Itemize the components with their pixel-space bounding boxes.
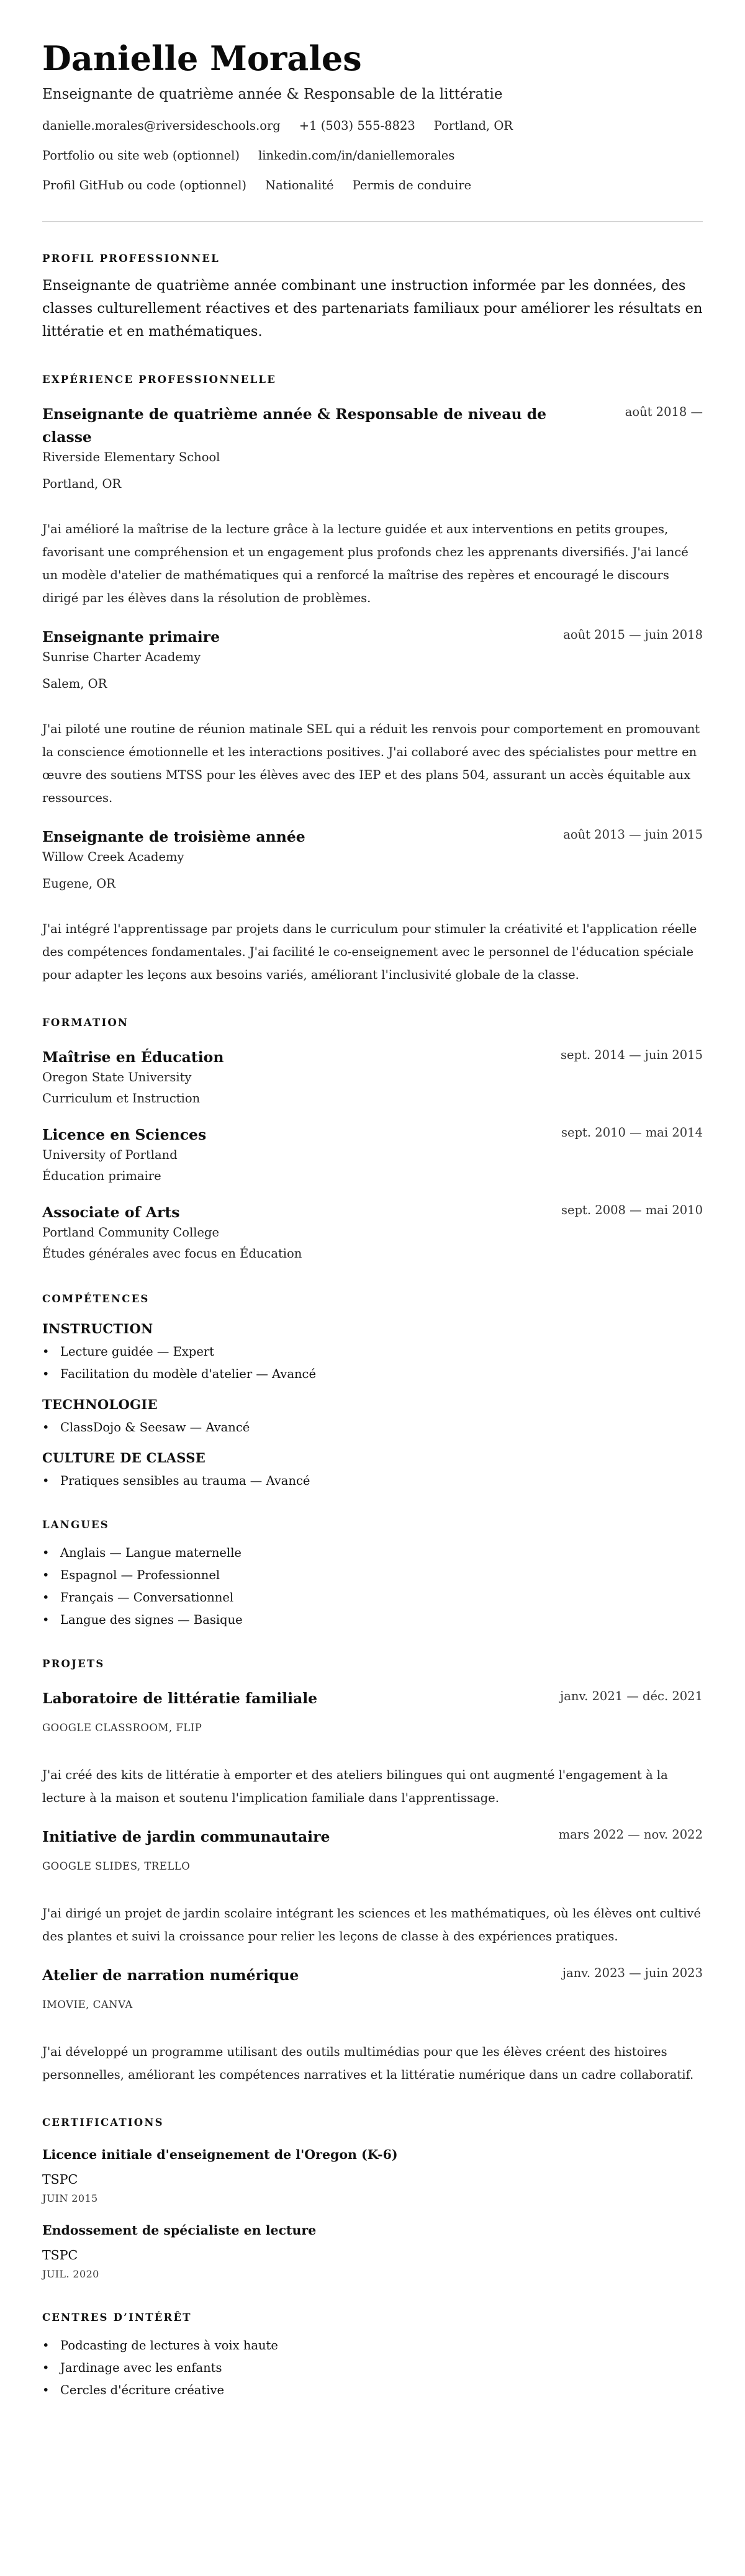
certification-issuer: TSPC xyxy=(42,2172,78,2187)
language-item: • Français — Conversationnel xyxy=(42,1590,703,1605)
project-date: janv. 2021 — déc. 2021 xyxy=(560,1689,703,1703)
job-date: août 2015 — juin 2018 xyxy=(563,628,703,642)
degree-field: Éducation primaire xyxy=(42,1169,161,1183)
profile-summary: Enseignante de quatrième année combinant une instruction informée par les données, des classes culturellement réactives et des partenariats familiaux pour améliorer les résultats en littératie et en mathématiques. xyxy=(42,277,703,340)
section-heading-certifications: CERTIFICATIONS xyxy=(42,2117,164,2128)
job-organization: Sunrise Charter Academy xyxy=(42,650,201,664)
project-date: mars 2022 — nov. 2022 xyxy=(558,1827,703,1842)
interest-item: • Jardinage avec les enfants xyxy=(42,2361,703,2376)
degree-institution: Oregon State University xyxy=(42,1070,192,1084)
skill-group-heading: TECHNOLOGIE xyxy=(42,1397,158,1412)
section-heading-experience: EXPÉRIENCE PROFESSIONNELLE xyxy=(42,374,276,385)
project-date: janv. 2023 — juin 2023 xyxy=(562,1966,703,1980)
education-entry xyxy=(42,1124,703,1185)
degree-title: Licence en Sciences xyxy=(42,1126,207,1143)
project-description: J'ai développé un programme utilisant des outils multimédias pour que les élèves créent des histoires personnelles, améliorant les compétences narratives et la littératie numérique dans un cadre collaboratif. xyxy=(42,2045,694,2082)
certification-date: JUIL. 2020 xyxy=(42,2268,99,2280)
skill-group-heading: CULTURE DE CLASSE xyxy=(42,1450,206,1466)
skill-group-heading: INSTRUCTION xyxy=(42,1321,153,1336)
contact-row xyxy=(42,118,703,134)
project-technologies: GOOGLE SLIDES, TRELLO xyxy=(42,1860,191,1872)
education-entry xyxy=(42,1201,703,1263)
language-item: • Anglais — Langue maternelle xyxy=(42,1546,703,1560)
certifications-list xyxy=(42,2146,703,2281)
education-entry xyxy=(42,1046,703,1107)
certification-entry xyxy=(42,2222,703,2281)
project-description: J'ai créé des kits de littératie à emporter et des ateliers bilingues qui ont augmenté l'engagement à la lecture à la maison et soutenu l'implication familiale dans l'apprentissage. xyxy=(42,1768,668,1805)
section-heading-languages: LANGUES xyxy=(42,1519,109,1531)
project-technologies: IMOVIE, CANVA xyxy=(42,1999,133,2011)
project-header xyxy=(42,1687,703,1710)
job-description: J'ai intégré l'apprentissage par projets dans le curriculum pour stimuler la créativité et l'application réelle des compétences fondamentales. J'ai facilité le co-enseignement avec le personnel de l'éducation spéciale pour adapter les leçons aux besoins variés, améliorant l'inclusivité globale de la classe. xyxy=(42,922,697,982)
contact-nationality: Nationalité xyxy=(265,178,334,192)
degree-title: Maîtrise en Éducation xyxy=(42,1048,224,1066)
experience-entry xyxy=(42,626,703,809)
section-heading-skills: COMPÉTENCES xyxy=(42,1293,150,1305)
contact-github[interactable]: Profil GitHub ou code (optionnel) xyxy=(42,178,247,192)
contact-license: Permis de conduire xyxy=(352,178,472,192)
degree-date: sept. 2010 — mai 2014 xyxy=(561,1125,703,1140)
experience-entry xyxy=(42,403,703,610)
languages-list xyxy=(42,1546,703,1628)
section-heading-education: FORMATION xyxy=(42,1017,129,1029)
project-technologies: GOOGLE CLASSROOM, FLIP xyxy=(42,1722,202,1734)
job-title: Enseignante primaire xyxy=(42,628,220,646)
project-title: Atelier de narration numérique xyxy=(42,1966,299,1984)
job-organization: Willow Creek Academy xyxy=(42,850,184,864)
language-item: • Espagnol — Professionnel xyxy=(42,1568,703,1583)
skill-group-list xyxy=(42,1474,703,1488)
job-location: Eugene, OR xyxy=(42,876,115,891)
language-item: • Langue des signes — Basique xyxy=(42,1613,703,1628)
job-organization: Riverside Elementary School xyxy=(42,450,220,464)
degree-field: Curriculum et Instruction xyxy=(42,1091,201,1106)
project-title: Initiative de jardin communautaire xyxy=(42,1828,330,1845)
degree-header xyxy=(42,1201,703,1224)
skill-item: • Lecture guidée — Expert xyxy=(42,1344,703,1359)
degree-field: Études générales avec focus en Éducation xyxy=(42,1246,302,1261)
contact-email[interactable]: danielle.morales@riversideschools.org xyxy=(42,119,281,133)
header-divider xyxy=(42,221,703,222)
skills-list xyxy=(42,1320,703,1488)
experience-entry xyxy=(42,826,703,986)
project-description: J'ai dirigé un projet de jardin scolaire intégrant les sciences et les mathématiques, où les élèves ont cultivé des plantes et suivi la croissance pour relier les leçons de classe à des expériences pratiques. xyxy=(42,1906,701,1943)
certification-title: Licence initiale d'enseignement de l'Oregon (K-6) xyxy=(42,2147,398,2162)
job-title: Enseignante de quatrième année & Responsable de niveau de classe xyxy=(42,405,547,446)
degree-header xyxy=(42,1046,703,1069)
interest-item: • Podcasting de lectures à voix haute xyxy=(42,2338,703,2353)
experience-list xyxy=(42,403,703,986)
projects-list xyxy=(42,1687,703,2086)
project-header xyxy=(42,1826,703,1849)
job-header xyxy=(42,626,703,649)
contact-row xyxy=(42,148,703,164)
degree-institution: University of Portland xyxy=(42,1148,178,1162)
job-header xyxy=(42,826,703,849)
section-heading-profile: PROFIL PROFESSIONNEL xyxy=(42,253,220,264)
candidate-title: Enseignante de quatrième année & Responsable de la littératie xyxy=(42,86,503,102)
skill-group-list xyxy=(42,1344,703,1382)
section-heading-interests: CENTRES D’INTÉRÊT xyxy=(42,2312,192,2323)
degree-institution: Portland Community College xyxy=(42,1225,220,1240)
degree-title: Associate of Arts xyxy=(42,1204,180,1221)
project-title: Laboratoire de littératie familiale xyxy=(42,1690,318,1707)
job-description: J'ai piloté une routine de réunion matinale SEL qui a réduit les renvois pour comportement en promouvant la conscience émotionnelle et les interactions positives. J'ai collaboré avec des spécialistes pour mettre en œuvre des soutiens MTSS pour les élèves avec des IEP et des plans 504, assurant un accès équitable aux ressources. xyxy=(42,722,700,805)
skill-item: • Facilitation du modèle d'atelier — Avancé xyxy=(42,1367,703,1382)
contact-row xyxy=(42,178,703,194)
education-list xyxy=(42,1046,703,1263)
job-date: août 2013 — juin 2015 xyxy=(563,827,703,842)
degree-date: sept. 2008 — mai 2010 xyxy=(561,1203,703,1217)
certification-issuer: TSPC xyxy=(42,2248,78,2263)
skill-item: • Pratiques sensibles au trauma — Avancé xyxy=(42,1474,703,1488)
skill-group-list xyxy=(42,1420,703,1435)
job-date: août 2018 — xyxy=(625,405,703,419)
contact-portfolio[interactable]: Portfolio ou site web (optionnel) xyxy=(42,148,240,163)
job-description: J'ai amélioré la maîtrise de la lecture grâce à la lecture guidée et aux interventions en petits groupes, favorisant une compréhension et un engagement plus profonds chez les apprenants diversifiés. J'ai lancé un modèle d'atelier de mathématiques qui a renforcé la maîtrise des repères et encouragé le discours dirigé par les élèves dans la résolution de problèmes. xyxy=(42,522,689,605)
certification-title: Endossement de spécialiste en lecture xyxy=(42,2223,317,2238)
project-entry xyxy=(42,1826,703,1948)
job-location: Portland, OR xyxy=(42,477,122,491)
certification-date: JUIN 2015 xyxy=(42,2192,98,2204)
candidate-name: Danielle Morales xyxy=(42,38,362,78)
project-header xyxy=(42,1964,703,1987)
job-title: Enseignante de troisième année xyxy=(42,828,305,845)
contact-linkedin[interactable]: linkedin.com/in/daniellemorales xyxy=(258,148,455,163)
skill-item: • ClassDojo & Seesaw — Avancé xyxy=(42,1420,703,1435)
interests-list xyxy=(42,2338,703,2398)
degree-date: sept. 2014 — juin 2015 xyxy=(560,1048,703,1062)
interest-item: • Cercles d'écriture créative xyxy=(42,2383,703,2398)
degree-header xyxy=(42,1124,703,1146)
contact-location: Portland, OR xyxy=(433,119,513,133)
contact-phone[interactable]: +1 (503) 555-8823 xyxy=(299,119,415,133)
section-heading-projects: PROJETS xyxy=(42,1658,105,1670)
certification-entry xyxy=(42,2146,703,2205)
job-location: Salem, OR xyxy=(42,677,107,691)
project-entry xyxy=(42,1687,703,1809)
job-header xyxy=(42,403,703,449)
project-entry xyxy=(42,1964,703,2086)
